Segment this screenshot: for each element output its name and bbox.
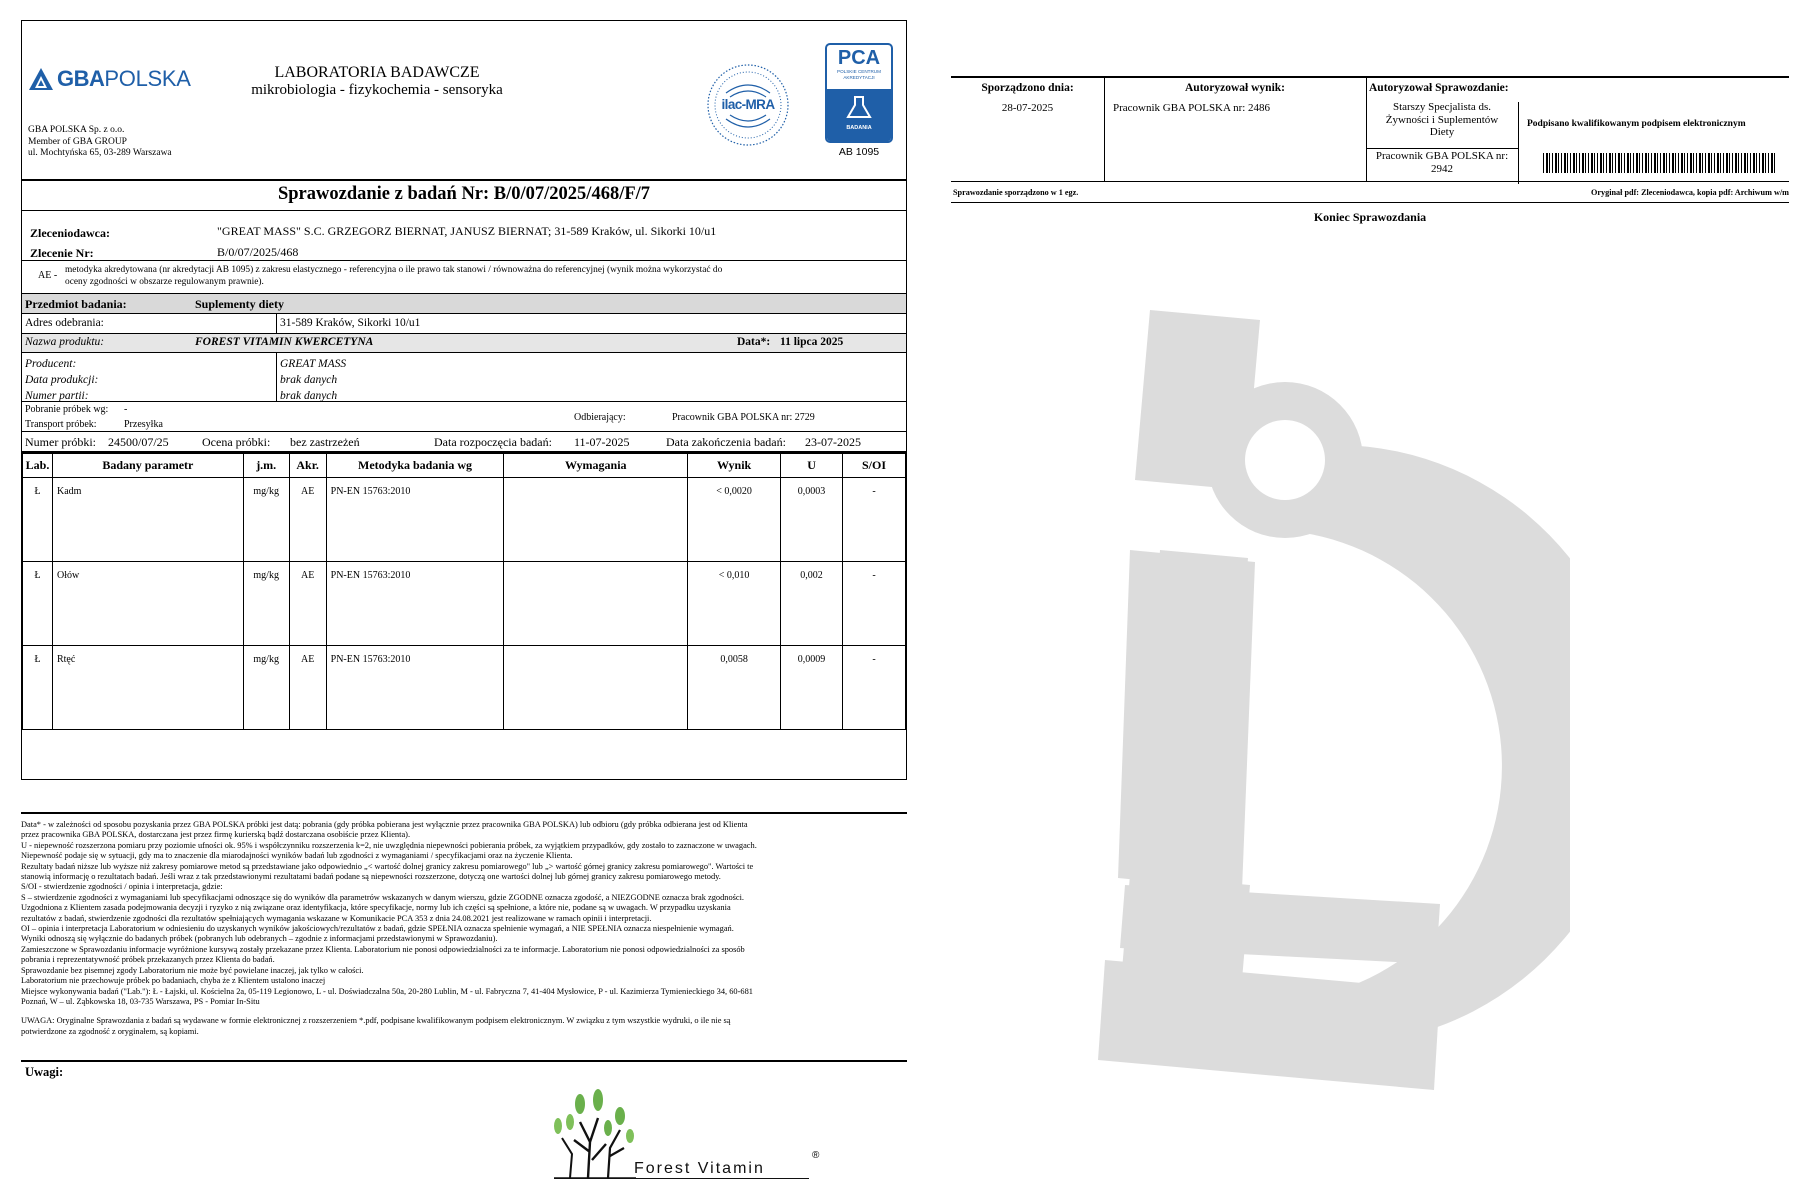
note-line: Niepewność podaje się w sytuacji, gdy ma to znaczenie dla miarodajności wyników badań lub zgodności z wymaganiami / specyfikacjami oraz na życzenie Klienta. [21,851,573,861]
report-page [21,20,907,780]
transport-label: Transport próbek: [25,419,97,430]
address-value: 31-589 Kraków, Sikorki 10/u1 [280,317,421,329]
ae-text [65,264,901,288]
col-soi: S/OI [842,454,905,478]
cell-lab: Ł [23,646,53,730]
col-method: Metodyka badania wg [326,454,504,478]
assessment-value: bez zastrzeżeń [290,435,360,449]
date-value: 11 lipca 2025 [780,336,844,348]
cell-lab: Ł [23,478,53,562]
ilac-mra-seal [706,63,790,147]
cell-unit: mg/kg [243,562,289,646]
company-name: GBA POLSKA Sp. z o.o. [28,125,125,135]
client-label: Zleceniodawca: [30,226,110,240]
batch-label: Numer partii: [25,390,89,402]
forest-wordmark [634,1160,765,1178]
cell-req [504,562,688,646]
cell-method: PN-EN 15763:2010 [326,646,504,730]
cell-req [504,646,688,730]
note-line: U - niepewność rozszerzona pomiaru przy poziomie ufności ok. 95% i współczynniku rozszerzenia k=2, nie uwzględnia niepewności pobierania próbek, za wyjątkiem przypadków, gdy zostało to zaznaczone w uwagach. [21,840,757,850]
report-auth-title-1: Starszy Specjalista ds. [1392,101,1492,113]
pca-badge [825,43,893,143]
ae-text-line2: oceny zgodności w obszarze regulowanym prawnie). [65,277,264,287]
end-of-report: Koniec Sprawozdania [1313,210,1427,224]
pca-badge-label: BADANIA [846,125,872,131]
report-auth-label: Autoryzował Sprawozdanie: [1369,82,1509,94]
microscope-watermark-icon [1010,300,1570,1100]
cell-unit: mg/kg [243,646,289,730]
registered-mark: ® [812,1150,820,1161]
cell-result: < 0,0020 [688,478,781,562]
report-auth-title-3: Diety [1429,126,1455,138]
date-label: Data*: [737,336,771,348]
note-line: Wyniki odnoszą się wyłącznie do badanych próbek (pobranych lub odebranych – zgodnie z informacjami przedstawionymi w Sprawozdaniu). [21,934,498,944]
producer-labels [25,356,98,404]
end-label: Data zakończenia badań: [666,435,786,449]
gba-logo [28,65,191,93]
note-line: Zamieszczone w Sprawozdaniu informacje wyróżnione kursywą zostały przekazane przez Klienta. Laboratorium nie ponosi odpowiedzialności za te informacje. Laboratorium nie ponosi odpowiedzialności za sposób [21,944,745,954]
col-result: Wynik [688,454,781,478]
remarks-label: Uwagi: [25,1065,64,1079]
batch-value: brak danych [280,390,338,402]
company-address: ul. Mochtyńska 65, 03-289 Warszawa [28,148,172,158]
cell-soi: - [842,562,905,646]
signed-text: Podpisano kwalifikowanym podpisem elektronicznym [1527,119,1746,129]
note-line: pobrania i reprezentatywność próbek przekazanych przez Klienta do badań. [21,955,275,965]
product-value: FOREST VITAMIN KWERCETYNA [195,336,374,348]
cell-soi: - [842,646,905,730]
copies-text: Sprawozdanie sporządzono w 1 egz. [953,188,1079,197]
prepared-value: 28-07-2025 [1001,102,1054,114]
product-label: Nazwa produktu: [25,336,105,348]
address-label: Adres odebrania: [25,317,104,329]
sampling-value: - [124,404,128,415]
cell-u: 0,0003 [781,478,843,562]
cell-result: < 0,010 [688,562,781,646]
client-value: "GREAT MASS" S.C. GRZEGORZ BIERNAT, JANUSZ BIERNAT; 31-589 Kraków, ul. Sikorki 10/u1 [217,224,717,238]
note-line: stanowią informację o rezultatach badań. Jeśli wraz z tak przedstawionymi rezultatami badań podane są niepewności rozszerzone, dotyczą one wartości dolnej lub górnej granicy zakresu pomiarowego metody. [21,872,721,882]
results-header-row [23,454,906,478]
note-line: Data* - w zależności od sposobu pozyskania przez GBA POLSKA próbki jest datą: pobrania (gdy próbka pobierana jest wyłącznie przez pracownika GBA POLSKA) lub odbioru (gdy próbka odbierana jest od Klienta [21,820,748,829]
note-line: Rezultaty badań niższe lub wyższe niż zakresy pomiarowe metod są przedstawiane jako odpowiednio „< wartość dolnej granicy zakresu pomiarowego" lub „> wartość górnej granicy zakresu pomiarowego". Wartości te [21,861,754,871]
note-line: przez pracownika GBA POLSKA, dostarczana jest przez firmę kurierską bądź dostarczana osobiście przez Klienta). [21,830,411,840]
gba-logo-bold: GBA [57,66,105,91]
gba-triangle-icon [28,67,54,91]
note-line: Poznań, W – ul. Ząbkowska 18, 03-735 Warszawa, PS - Pomiar In-Situ [21,996,260,1006]
prepared-label: Sporządzono dnia: [981,82,1074,94]
pca-blue-box [827,89,891,141]
producer-values [280,356,346,404]
report-auth-value-2: 2942 [1431,163,1453,175]
cell-u: 0,0009 [781,646,843,730]
cell-soi: - [842,478,905,562]
report-auth-title-2: Żywności i Suplementów [1385,113,1499,126]
signature-block [951,76,1789,182]
order-label: Zlecenie Nr: [30,246,94,260]
transport-value: Przesyłka [124,419,163,430]
assessment-label: Ocena próbki: [202,435,271,449]
col-unit: j.m. [243,454,289,478]
table-row [23,646,906,730]
original-text: Oryginał pdf: Zleceniodawca, kopia pdf: Archiwum w/m [1591,188,1789,197]
col-req: Wymagania [504,454,688,478]
cell-method: PN-EN 15763:2010 [326,478,504,562]
note-line: S/OI - stwierdzenie zgodności / opinia i interpretacja, gdzie: [21,882,223,892]
subject-value: Suplementy diety [195,297,285,311]
note-line: rezultatów z badań, stwierdzenie zgodności dla rezultatów spełniających wymagania wskazane w Komunikacie PCA 353 z dnia 24.08.2021 jest realizowane w ramach opinii i interpretacji. [21,913,652,923]
cell-unit: mg/kg [243,478,289,562]
note-line: S – stwierdzenie zgodności z wymaganiami lub specyfikacjami odnoszące się do wyników dla parametrów wskazanych w danym wierszu, gdzie ZGODNE oznacza zgodość, a NIEZGODNE oznacza brak zgodności. [21,892,745,902]
sampling-label: Pobranie próbek wg: [25,404,109,415]
warning-line2: potwierdzone za zgodność z oryginałem, są kopiami. [21,1026,199,1036]
note-line: Sprawozdanie bez pisemnej zgody Laboratorium nie może być powielane inaczej, jak tylko w całości. [21,965,364,975]
col-param: Badany parametr [52,454,243,478]
table-row [23,478,906,562]
footnotes [21,812,907,1037]
company-group: Member of GBA GROUP [28,136,127,147]
ab-number: AB 1095 [838,146,880,158]
col-u: U [781,454,843,478]
table-row [23,562,906,646]
subject-label: Przedmiot badania: [25,297,127,311]
forest-word: Forest [634,1160,692,1177]
lab-heading [222,64,532,99]
note-line: Miejsce wykonywania badań ("Lab."): Ł - Łajski, ul. Kościelna 2a, 05-119 Legionowo, L - ul. Doświadczalna 50a, 20-280 Lublin, M - ul. Fabryczna 7, 41-404 Mysłowice, P - ul. Kazimierza Tymienieckiego 34, 60-681 [21,986,753,996]
producer-value: GREAT MASS [280,358,347,370]
cell-method: PN-EN 15763:2010 [326,562,504,646]
note-line: OI – opinia i interpretacja Laboratorium w odniesieniu do uzyskanych wyników jakościowych/rezultatów z badań, gdzie SPEŁNIA oznacza spełnienie wymagań, a NIE SPEŁNIA oznacza niespełnienie wymagań. [21,924,734,934]
ae-text-line1: metodyka akredytowana (nr akredytacji AB 1095) z zakresu elastycznego - referencyjna o ile prawo tak stanowi / równoważna do referencyjnej (wynik można wykorzystać do [65,265,723,275]
cell-akr: AE [289,562,326,646]
cell-param: Kadm [52,478,243,562]
report-auth-value-1: Pracownik GBA POLSKA nr: [1375,150,1509,162]
cell-param: Ołów [52,562,243,646]
receiver-label: Odbierający: [574,412,626,423]
company-info [28,125,172,160]
product-band [22,333,906,353]
start-label: Data rozpoczęcia badań: [434,435,552,449]
sample-no-value: 24500/07/25 [108,435,169,449]
forest-vitamin-logo [540,1082,830,1190]
ilac-text: ilac-MRA [721,97,775,112]
prod-date-value: brak danych [280,374,338,386]
note-line: Uzgodniona z Klientem zasada podejmowania decyzji i ryzyko z nią związane oraz identyfikacja, które specyfikacje, normy lub ich części są spełnione, a które nie, podane są w uwagach. W przypadku uzyskania [21,903,731,913]
warning-line1: UWAGA: Oryginalne Sprawozdania z badań są wydawane w formie elektronicznej z rozszerzeniem *.pdf, podpisane kwalifikowanym podpisem elektronicznym. W związku z tym wszystkie wydruki, o ile nie są [21,1016,731,1026]
results-table [22,453,906,730]
order-value: B/0/07/2025/468 [217,245,299,259]
pca-subtext: POLSKIE CENTRUM AKREDYTACJI [837,69,881,80]
subject-band [22,293,906,314]
result-auth-label: Autoryzował wynik: [1185,82,1285,94]
producer-label: Producent: [25,358,77,370]
report-auth-value [1366,150,1518,176]
report-title: Sprawozdanie z badań Nr: B/0/07/2025/468/F/7 [277,184,651,204]
prod-date-label: Data produkcji: [25,374,99,386]
note-line: Laboratorium nie przechowuje próbek po badaniach, chyba że z Klientem ustalono inaczej [21,976,326,986]
vitamin-word: Vitamin [697,1160,765,1177]
start-value: 11-07-2025 [574,435,630,449]
flask-icon [827,89,891,125]
receiver-value: Pracownik GBA POLSKA nr: 2729 [672,412,815,423]
pca-text: PCA [837,47,881,69]
ae-label: AE - [38,270,58,281]
gba-logo-text: POLSKA [104,66,191,91]
report-auth-title [1366,101,1518,139]
result-auth-value: Pracownik GBA POLSKA nr: 2486 [1113,102,1271,114]
cell-req [504,478,688,562]
cell-param: Rtęć [52,646,243,730]
col-akr: Akr. [289,454,326,478]
cell-result: 0,0058 [688,646,781,730]
cell-akr: AE [289,646,326,730]
cell-akr: AE [289,478,326,562]
end-value: 23-07-2025 [805,435,861,449]
cell-u: 0,002 [781,562,843,646]
col-lab: Lab. [23,454,53,478]
sample-no-label: Numer próbki: [25,435,96,449]
lab-subtitle: mikrobiologia - fizykochemia - sensoryka [251,82,503,98]
lab-title: LABORATORIA BADAWCZE [274,64,480,81]
cell-lab: Ł [23,562,53,646]
barcode [1543,153,1775,173]
